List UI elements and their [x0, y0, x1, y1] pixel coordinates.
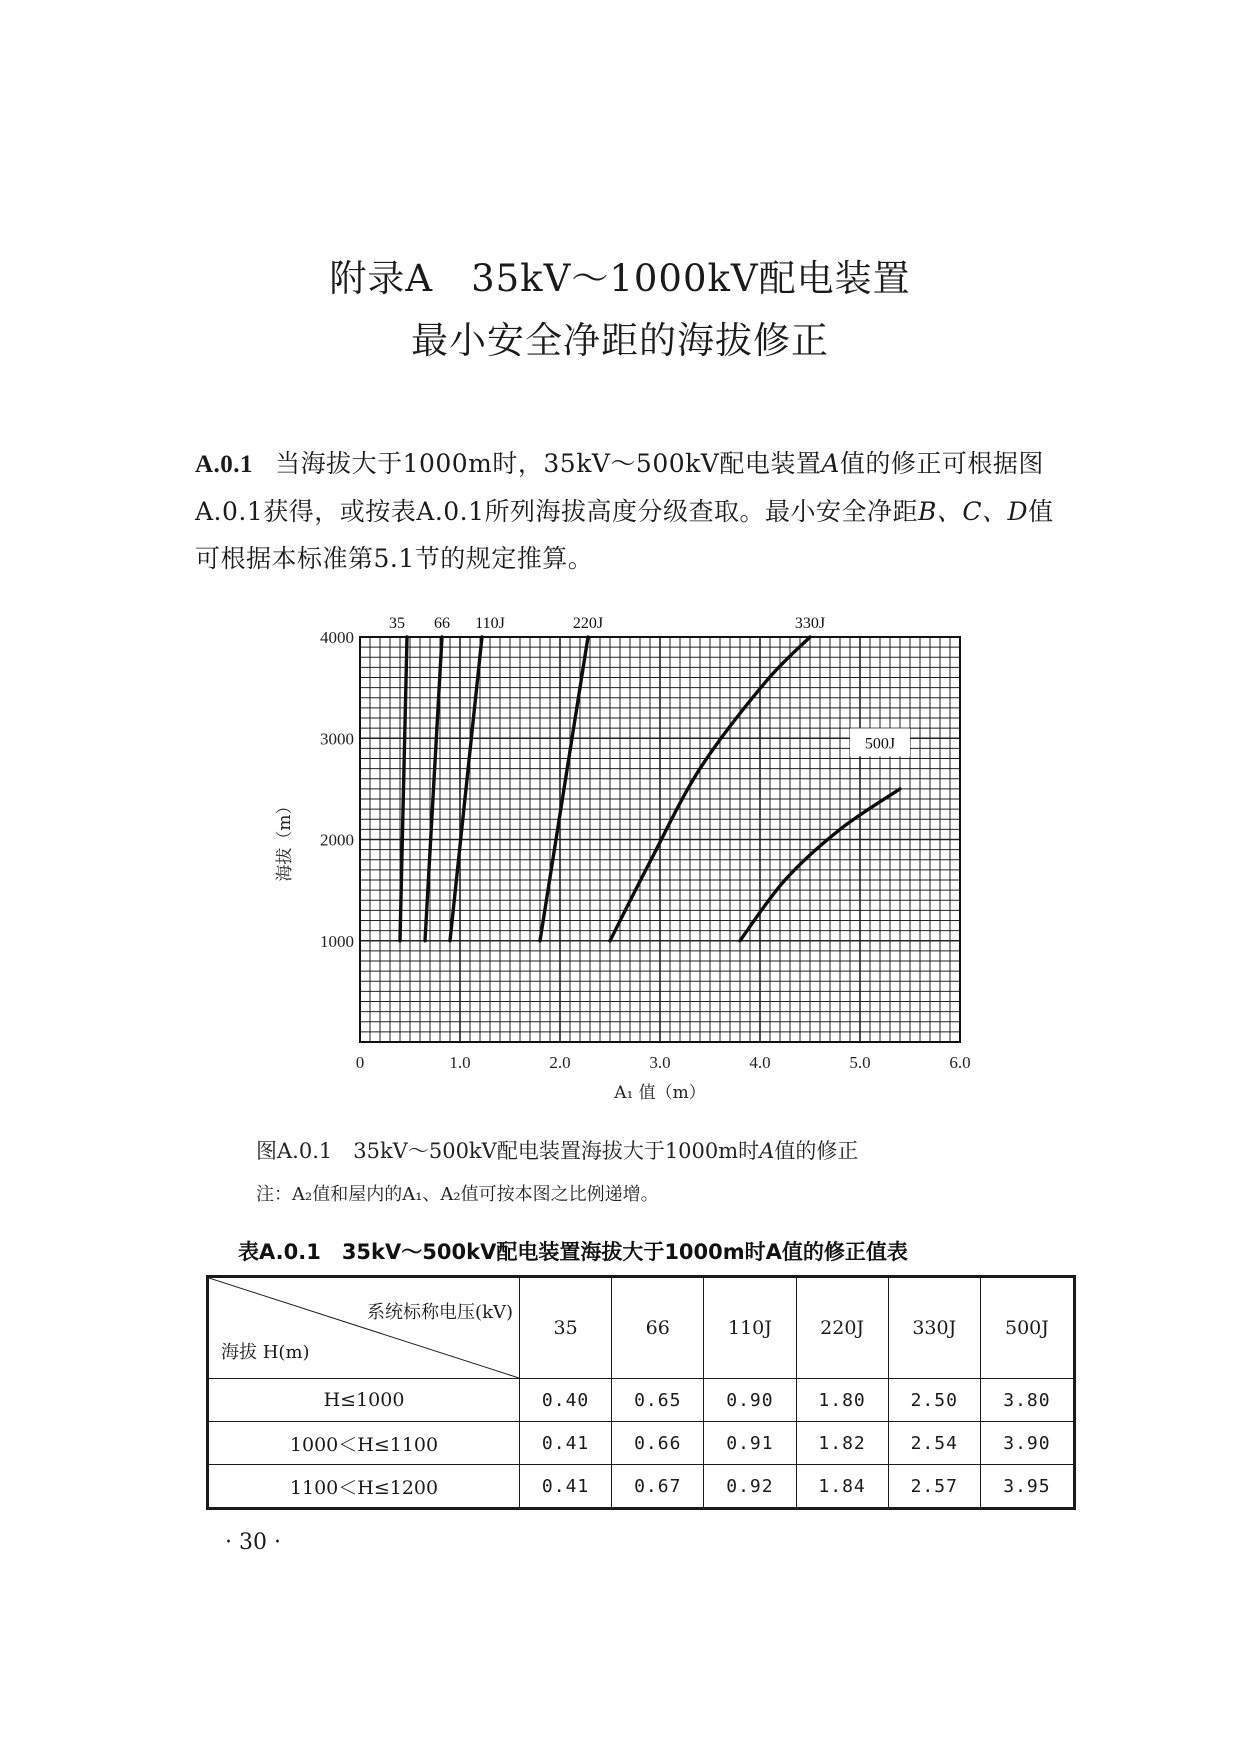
appendix-title-line2: 最小安全净距的海拔修正	[411, 319, 829, 362]
figure-caption-prefix: 图A.0.1 35kV～500kV配电装置海拔大于1000m时	[256, 1139, 760, 1163]
table-cell: 3.80	[980, 1379, 1074, 1422]
y-tick-label: 2000	[320, 830, 354, 850]
series-label: 110J	[475, 615, 505, 632]
table-cell: 1.80	[796, 1379, 888, 1422]
table-cell: 2.54	[888, 1422, 980, 1465]
correction-table	[206, 1275, 1076, 1510]
table-row	[208, 1422, 1075, 1465]
header-altitude-label: 海拔 H(m)	[221, 1342, 310, 1363]
table-cell: 1.84	[796, 1465, 888, 1509]
table-cell: 3.95	[980, 1465, 1074, 1509]
x-tick-label: 3.0	[649, 1053, 671, 1072]
series-label: 35	[389, 615, 405, 632]
table-row	[208, 1465, 1075, 1509]
clause-text-1: 当海拔大于1000m时，35kV～500kV配电装置	[275, 449, 822, 478]
column-header: 330J	[888, 1277, 980, 1379]
y-tick-label: 3000	[320, 729, 354, 749]
figure-caption-symbol: A	[759, 1139, 775, 1163]
row-label: 1100＜H≤1200	[208, 1465, 520, 1509]
clause-text-3: 值可根据本标准第5.1节的规定推算。	[195, 497, 1054, 573]
table-cell: 1.82	[796, 1422, 888, 1465]
column-header: 66	[612, 1277, 704, 1379]
column-header: 500J	[980, 1277, 1074, 1379]
page-number: · 30 ·	[225, 1530, 281, 1555]
figure-caption	[256, 1135, 858, 1165]
series-label: 220J	[572, 615, 604, 632]
series-label: 500J	[864, 735, 896, 753]
series-label: 330J	[794, 615, 826, 632]
header-voltage-label: 系统标称电压(kV)	[367, 1302, 513, 1323]
altitude-correction-chart	[268, 605, 988, 1105]
column-header: 110J	[704, 1277, 796, 1379]
x-tick-label: 1.0	[449, 1053, 471, 1072]
clause-bcd-symbols: B、C、D	[918, 497, 1029, 526]
table-cell: 0.40	[520, 1379, 612, 1422]
table-cell: 0.90	[704, 1379, 796, 1422]
row-label: H≤1000	[208, 1379, 520, 1422]
table-cell: 2.57	[888, 1465, 980, 1509]
table-cell: 0.67	[612, 1465, 704, 1509]
row-label: 1000＜H≤1100	[208, 1422, 520, 1465]
figure-caption-suffix: 值的修正	[774, 1139, 859, 1163]
table-header-row	[208, 1277, 1075, 1379]
x-tick-label: 0	[355, 1053, 365, 1072]
table-cell: 0.65	[612, 1379, 704, 1422]
series-label: 66	[434, 615, 450, 632]
clause-text-2: 值的修正可根据图A.0.1获得，或按表A.0.1所列海拔高度分级查取。最小安全净距	[195, 449, 1044, 526]
table-cell: 2.50	[888, 1379, 980, 1422]
column-header: 35	[520, 1277, 612, 1379]
column-header: 220J	[796, 1277, 888, 1379]
table-cell: 3.90	[980, 1422, 1074, 1465]
table-row	[208, 1379, 1075, 1422]
appendix-title-line1: 附录A 35kV～1000kV配电装置	[329, 257, 911, 300]
table-title: 表A.0.1 35kV～500kV配电装置海拔大于1000m时A值的修正值表	[238, 1240, 908, 1264]
x-axis-label: A₁ 值（m）	[614, 1083, 706, 1103]
clause-a-symbol: A	[821, 449, 840, 478]
x-tick-label: 6.0	[949, 1053, 971, 1072]
y-axis-label: 海拔（m）	[275, 797, 295, 882]
table-cell: 0.66	[612, 1422, 704, 1465]
clause-paragraph	[195, 440, 1075, 582]
clause-number: A.0.1	[195, 451, 254, 478]
x-tick-label: 2.0	[549, 1053, 571, 1072]
table-cell: 0.92	[704, 1465, 796, 1509]
table-diagonal-header	[208, 1277, 520, 1379]
table-cell: 0.41	[520, 1465, 612, 1509]
table-cell: 0.41	[520, 1422, 612, 1465]
x-tick-label: 4.0	[749, 1053, 771, 1072]
y-tick-label: 4000	[320, 628, 354, 647]
y-tick-label: 1000	[320, 931, 354, 951]
x-tick-label: 5.0	[849, 1053, 871, 1072]
figure-note: 注：A₂值和屋内的A₁、A₂值可按本图之比例递增。	[256, 1184, 659, 1205]
table-cell: 0.91	[704, 1422, 796, 1465]
